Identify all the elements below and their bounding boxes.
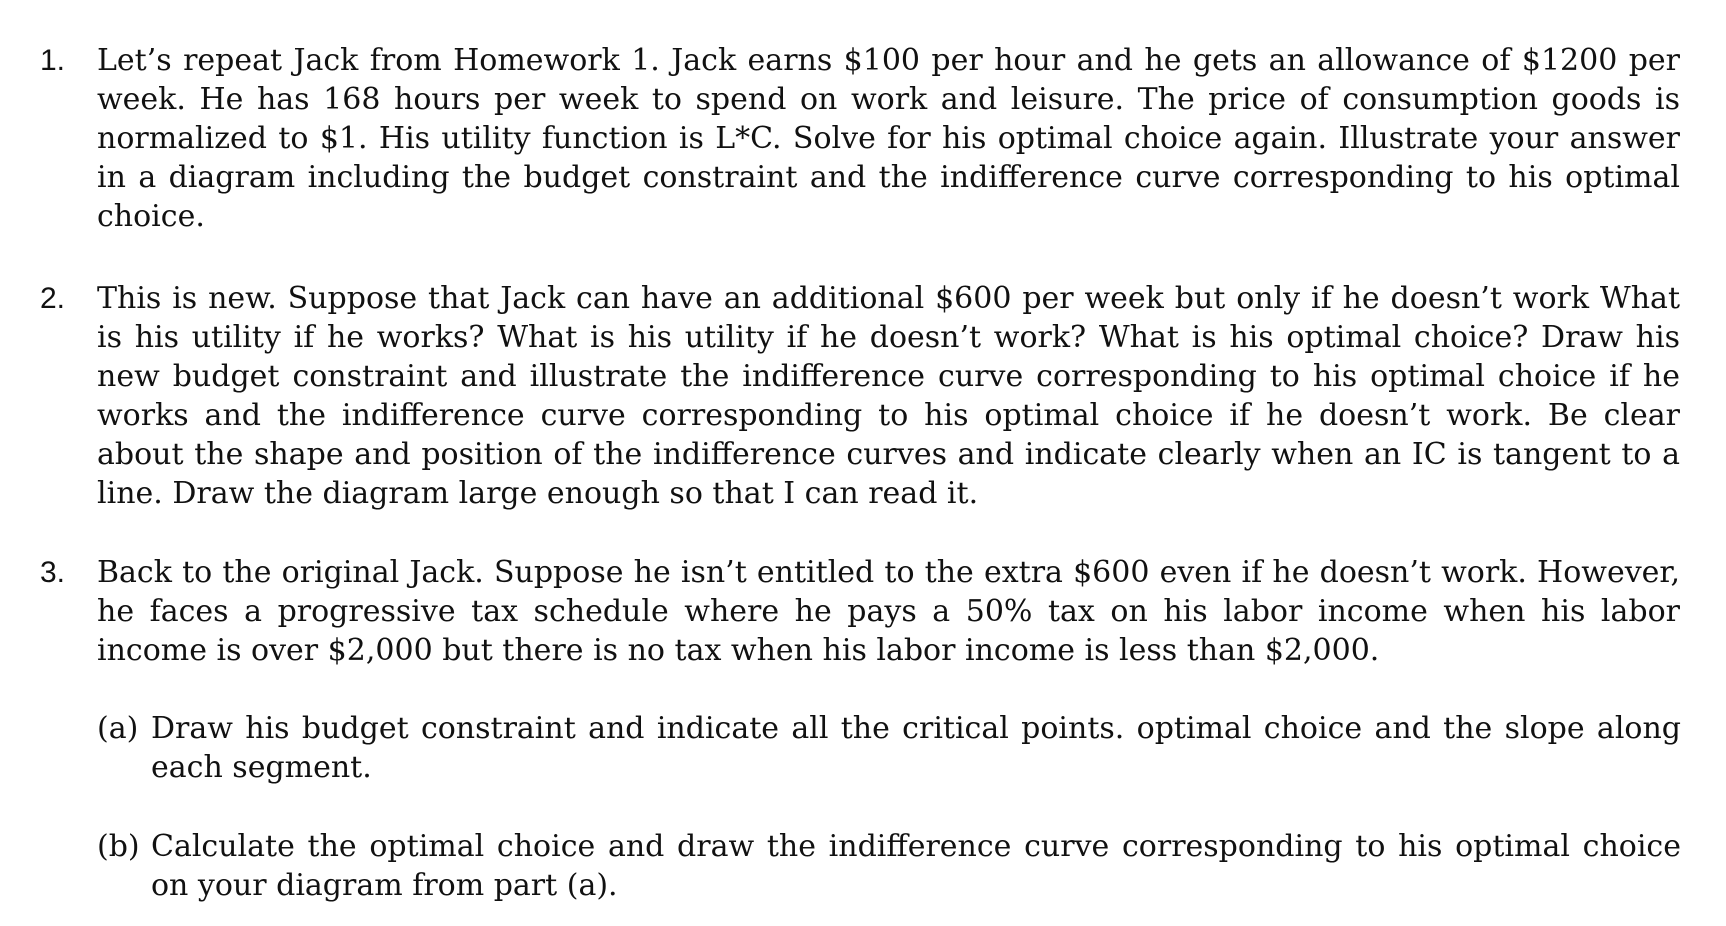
part-text: Draw his budget constraint and indicate all the critical points. optimal choice and the slope along each segment. — [151, 711, 1681, 785]
part-label: (a) — [97, 711, 139, 746]
question-3 — [40, 553, 1680, 670]
part-label: (b) — [97, 829, 140, 864]
question-text: Back to the original Jack. Suppose he isn’t entitled to the extra $600 even if he doesn’t work. However, he faces a progressive tax schedule where he pays a 50% tax on his labor income when his labor income is over $2,000 but there is no tax when his labor income is less than $2,000. — [97, 555, 1680, 668]
part-text: Calculate the optimal choice and draw the indifference curve corresponding to his optimal choice on your diagram from part (a). — [151, 829, 1681, 903]
question-2 — [40, 279, 1680, 513]
question-3-part-a — [97, 709, 1681, 787]
question-text: This is new. Suppose that Jack can have an additional $600 per week but only if he doesn’t work What is his utility if he works? What is his utility if he doesn’t work? What is his optimal choice? Draw his new budget constraint and illustrate the indifference curve corresponding to his optimal choice if he works and the indifference curve corresponding to his optimal choice if he doesn’t work. Be clear about the shape and position of the indifference curves and indicate clearly when an IC is tangent to a line. Draw the diagram large enough so that I can read it. — [97, 281, 1680, 511]
question-3-part-b — [97, 827, 1681, 905]
question-1 — [40, 41, 1680, 236]
question-text: Let’s repeat Jack from Homework 1. Jack earns $100 per hour and he gets an allowance of $1200 per week. He has 168 hours per week to spend on work and leisure. The price of consumption goods is normalized to $1. His utility function is L*C. Solve for his optimal choice again. Illustrate your answer in a diagram including the budget constraint and the indifference curve corresponding to his optimal choice. — [97, 43, 1680, 234]
question-number: 3. — [40, 556, 66, 589]
question-number: 2. — [40, 282, 66, 315]
question-number: 1. — [40, 44, 66, 77]
